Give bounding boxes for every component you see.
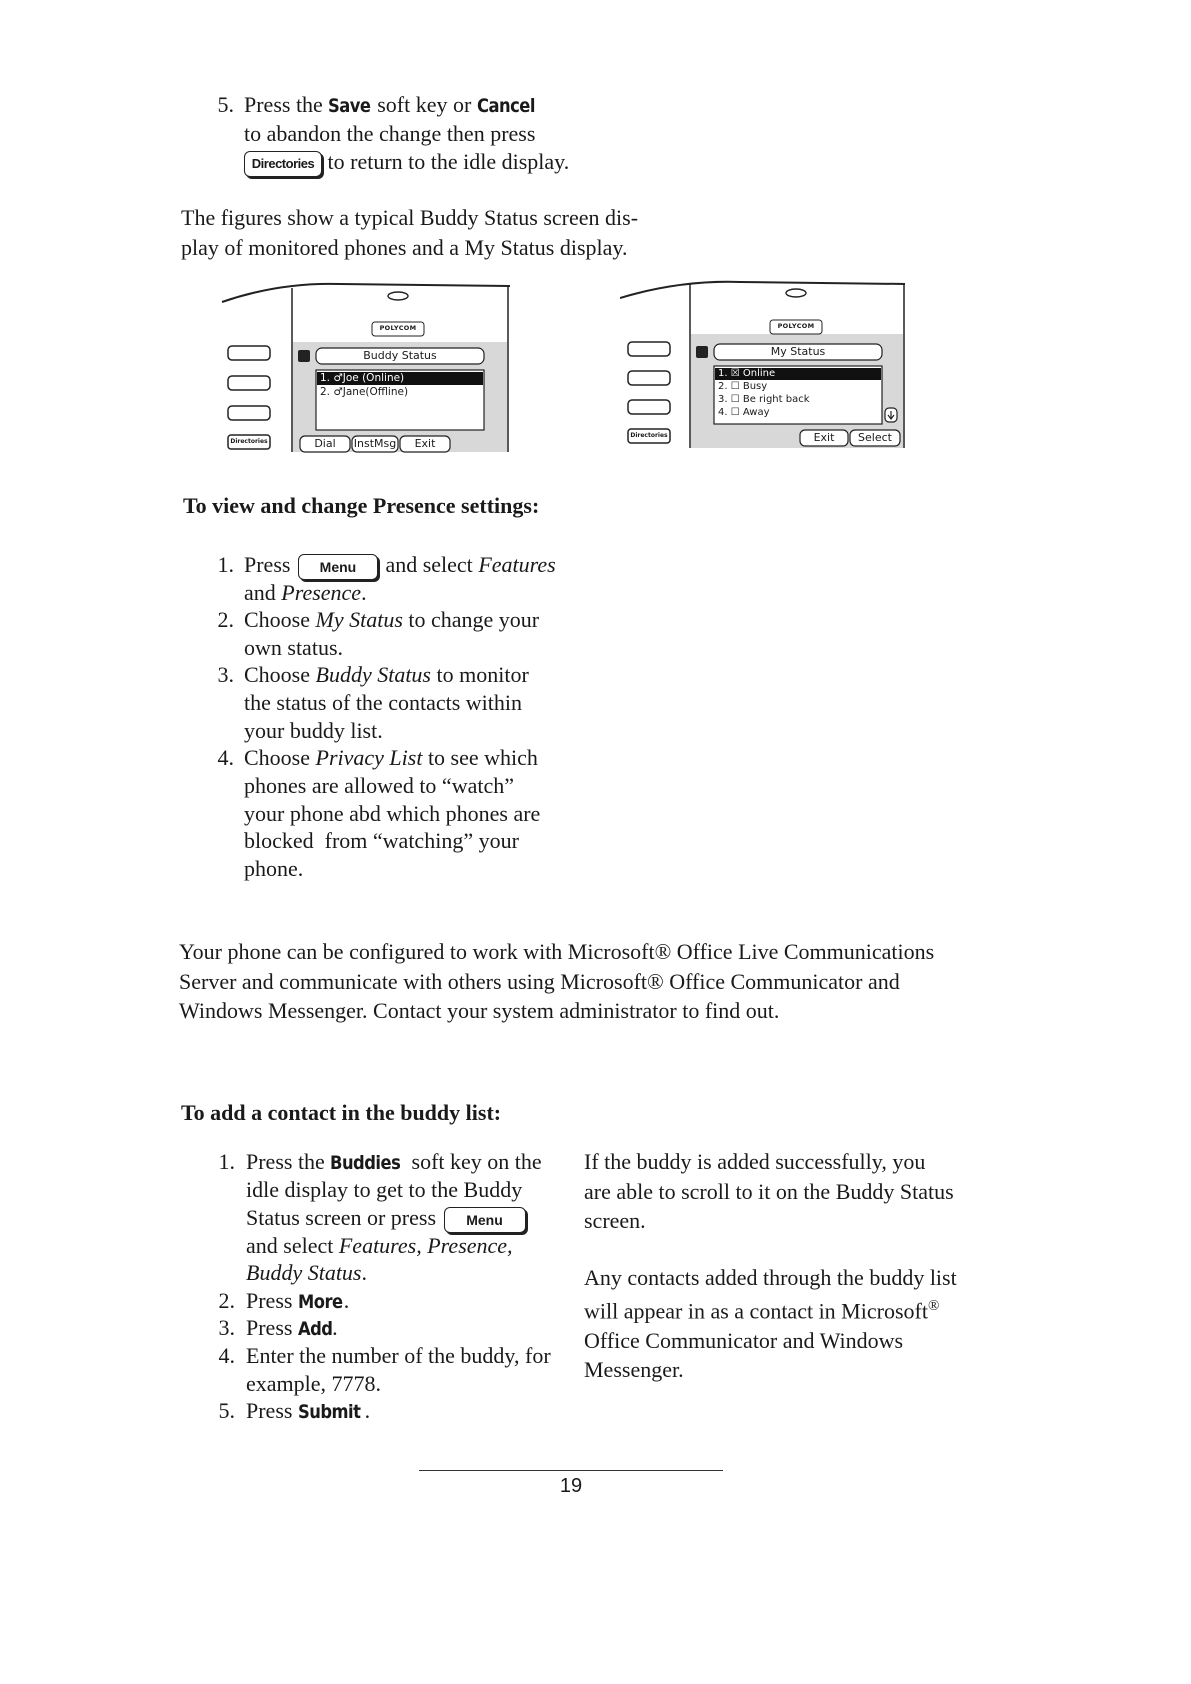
text: . <box>332 1315 338 1340</box>
softkey-instmsg: InstMsg <box>353 437 397 450</box>
text-line: Server and communicate with others using Microsoft® Office Communicator and <box>179 968 900 994</box>
add-notes <box>584 1147 984 1385</box>
add-softkey-label: Add <box>297 1318 333 1340</box>
text: Buddy Status <box>315 662 431 687</box>
text: Choose <box>244 607 310 632</box>
buddies-softkey-label: Buddies <box>330 1152 401 1174</box>
step-number: 2. <box>218 1288 235 1313</box>
text: Press <box>246 1288 293 1313</box>
text: Choose <box>244 662 310 687</box>
text: own status. <box>244 635 343 660</box>
text: example, 7778. <box>246 1371 382 1396</box>
lcd-title: My Status <box>770 345 826 358</box>
text: the status of the contacts within <box>244 690 522 715</box>
step-number: 4. <box>218 1343 235 1368</box>
step-number: 1. <box>217 552 234 577</box>
add-contact-heading: To add a contact in the buddy list: <box>181 1100 502 1125</box>
text: My Status <box>315 607 403 632</box>
text: . <box>361 580 367 605</box>
phone-illustration <box>220 280 520 460</box>
text-line: Messenger. <box>584 1357 684 1383</box>
text: Privacy List <box>315 745 423 770</box>
directories-key-icon: Directories <box>630 432 668 439</box>
save-softkey-label: Save <box>328 95 371 117</box>
softkey-dial: Dial <box>314 437 336 450</box>
text: . <box>343 1288 350 1313</box>
text: idle display to get to the Buddy <box>246 1177 523 1202</box>
polycom-logo: POLYCOM <box>777 322 815 330</box>
lcd-row: 4. ☐ Away <box>718 407 770 418</box>
cancel-softkey-label: Cancel <box>476 95 535 117</box>
text: blocked from “watching” your <box>244 828 519 853</box>
softkey-select: Select <box>858 431 892 444</box>
text: soft key or <box>377 92 472 117</box>
text: to monitor <box>436 662 529 687</box>
text: phones are allowed to “watch” <box>244 773 514 798</box>
text-line: are able to scroll to it on the Buddy Status <box>584 1178 954 1204</box>
text: to abandon the change then press <box>244 121 536 146</box>
microsoft-paragraph <box>179 937 934 1026</box>
add-steps <box>215 1147 575 1437</box>
text: Features <box>478 552 556 577</box>
text: Press <box>246 1398 293 1423</box>
menu-key-icon: Menu <box>298 554 378 580</box>
footer-rule <box>419 1470 723 1471</box>
text-line: The figures show a typical Buddy Status screen dis- <box>181 205 639 230</box>
text-line: screen. <box>584 1208 646 1233</box>
lcd-row-selected: 1. ☒ Online <box>718 368 776 379</box>
text: to return to the idle display. <box>327 149 570 174</box>
text: soft key on the <box>411 1149 542 1174</box>
polycom-logo: POLYCOM <box>379 324 417 332</box>
more-softkey-label: More <box>297 1291 343 1313</box>
figures-intro <box>181 203 638 262</box>
text-line: If the buddy is added successfully, you <box>584 1149 926 1174</box>
text-line: Any contacts added through the buddy list <box>584 1264 957 1290</box>
step-number: 3. <box>218 1315 235 1340</box>
text: Press <box>246 1315 293 1340</box>
step-number: 2. <box>217 607 234 632</box>
text: to see which <box>427 745 538 770</box>
lcd-row: 2. ♂Jane(Offline) <box>320 386 409 398</box>
step-number: 3. <box>217 662 234 687</box>
lcd-row: 2. ☐ Busy <box>718 381 768 392</box>
step-number: 4. <box>217 745 234 770</box>
phone-illustration <box>620 276 910 456</box>
menu-key-icon: Menu <box>444 1207 526 1233</box>
registered-mark: ® <box>927 1298 940 1314</box>
text: Presence <box>281 580 362 605</box>
text: Status screen or press <box>246 1205 437 1230</box>
lcd-row: 3. ☐ Be right back <box>718 394 810 405</box>
text-line: Office Communicator and Windows <box>584 1327 904 1353</box>
text: . <box>361 1260 367 1285</box>
directories-key-icon: Directories <box>244 151 322 177</box>
text: Enter the number of the buddy, for <box>246 1343 551 1368</box>
text: Press <box>244 552 291 577</box>
text-line: will appear in as a contact in Microsoft <box>584 1298 928 1324</box>
directories-key-icon: Directories <box>230 438 268 445</box>
presence-heading: To view and change Presence settings: <box>183 493 540 518</box>
text: and select <box>385 552 473 577</box>
presence-steps <box>214 550 734 890</box>
text: and select <box>246 1233 334 1258</box>
lcd-row-selected: 1. ♂Joe (Online) <box>320 372 405 384</box>
step-number: 5. <box>217 92 234 117</box>
text: your buddy list. <box>244 718 383 743</box>
step-number: 1. <box>218 1149 235 1174</box>
page-number: 19 <box>559 1475 583 1497</box>
text-line: Windows Messenger. Contact your system administrator to find out. <box>179 998 780 1023</box>
buddy-status-figure <box>220 280 520 460</box>
submit-softkey-label: Submit <box>297 1401 361 1423</box>
text: Features, Presence, <box>338 1233 513 1258</box>
text: phone. <box>244 856 304 881</box>
text: Buddy Status <box>246 1260 362 1285</box>
my-status-figure <box>620 276 910 456</box>
text-line: Your phone can be configured to work with Microsoft® Office Live Communications <box>179 939 935 964</box>
step-number: 5. <box>218 1398 235 1423</box>
text: your phone abd which phones are <box>244 801 541 826</box>
text: Choose <box>244 745 310 770</box>
text: Press the <box>244 92 323 117</box>
text: . <box>364 1398 371 1423</box>
softkey-exit: Exit <box>414 437 436 450</box>
text: and <box>244 580 276 605</box>
text-line: play of monitored phones and a My Status display. <box>181 234 628 260</box>
lcd-title: Buddy Status <box>363 349 437 362</box>
softkey-exit: Exit <box>813 431 835 444</box>
text: to change your <box>408 607 540 632</box>
text: Press the <box>246 1149 325 1174</box>
